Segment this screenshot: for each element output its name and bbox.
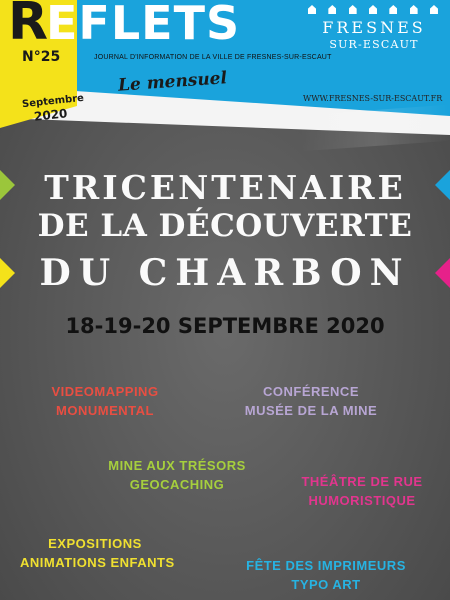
website-url: WWW.FRESNES-SUR-ESCAUT.FR xyxy=(303,94,443,103)
issue-month: Septembre xyxy=(21,92,85,111)
headline-line-1: TRICENTENAIRE xyxy=(44,168,406,207)
event-line: MINE AUX TRÉSORS xyxy=(108,458,246,473)
logo-initial: R xyxy=(8,0,49,52)
town-name: FRESNES xyxy=(322,18,426,37)
event-line: FÊTE DES IMPRIMEURS xyxy=(246,558,406,573)
event-theatre xyxy=(282,472,442,510)
event-imprimeurs xyxy=(234,556,418,594)
town-skyline-icon xyxy=(308,5,438,17)
headline-line-3: DU CHARBON xyxy=(39,252,411,294)
event-line: GEOCACHING xyxy=(129,477,225,492)
headline-line-2: DE LA DÉCOUVERTE xyxy=(37,208,413,244)
event-line: CONFÉRENCE xyxy=(262,384,359,399)
magazine-subtitle: JOURNAL D'INFORMATION DE LA VILLE DE FRESNES-SUR-ESCAUT xyxy=(94,54,332,61)
event-conference xyxy=(226,382,396,420)
event-line: MONUMENTAL xyxy=(56,403,154,418)
event-expositions xyxy=(20,534,175,572)
event-line: TYPO ART xyxy=(291,577,361,592)
event-line: ANIMATIONS ENFANTS xyxy=(20,555,175,570)
event-line: MUSÉE DE LA MINE xyxy=(244,403,378,418)
logo-title: EFLETS xyxy=(46,0,241,50)
event-line: EXPOSITIONS xyxy=(48,536,142,551)
event-videomapping xyxy=(30,382,180,420)
edition-label: Le mensuel xyxy=(117,68,228,96)
event-dates: 18-19-20 SEPTEMBRE 2020 xyxy=(65,314,385,338)
issue-number: N°25 xyxy=(22,49,61,65)
issue-year: 2020 xyxy=(33,106,69,124)
event-geocaching xyxy=(92,456,262,494)
town-subname: SUR-ESCAUT xyxy=(329,38,419,51)
event-line: THÉÂTRE DE RUE xyxy=(301,474,423,489)
event-line: HUMORISTIQUE xyxy=(308,493,416,508)
event-line: VIDEOMAPPING xyxy=(51,384,159,399)
